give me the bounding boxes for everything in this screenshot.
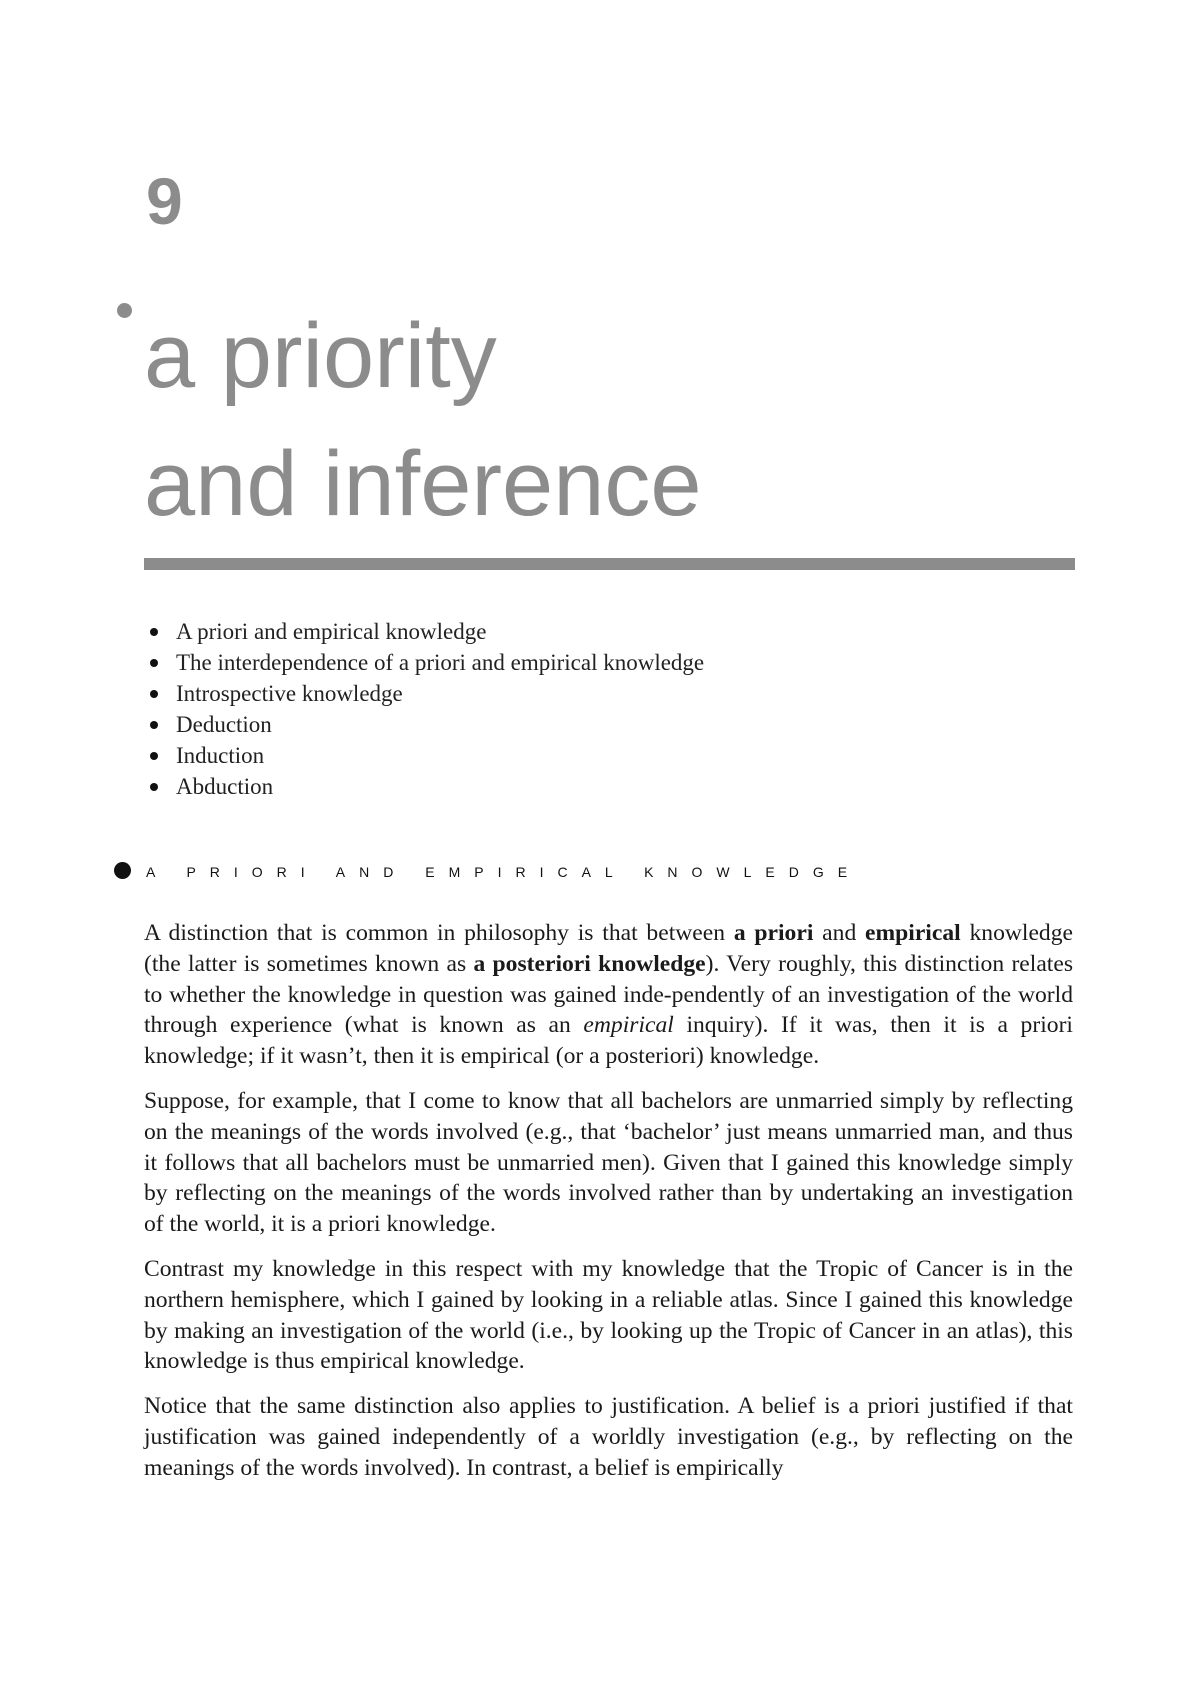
term-empirical: empirical [865, 920, 961, 946]
title-divider-rule [144, 558, 1075, 570]
topic-label: A priori and empirical knowledge [176, 619, 487, 644]
term-a-priori: a priori [733, 920, 814, 946]
bullet-icon [150, 690, 158, 698]
section-heading: A PRIORI AND EMPIRICAL KNOWLEDGE [146, 864, 862, 880]
paragraph-4: Notice that the same distinction also applies to justification. A belief is a priori justified if that justification was gained independently of a worldly investigation (e.g., by reflecting on the meanings of the words involved). In contrast, a belief is empirically [144, 1393, 1073, 1481]
bullet-icon [150, 721, 158, 729]
bullet-icon [150, 628, 158, 636]
topic-item [150, 709, 704, 740]
topic-item [150, 616, 704, 647]
chapter-title-line-2: and inference [144, 433, 702, 535]
chapter-number: 9 [146, 164, 183, 238]
topic-label: Abduction [176, 774, 274, 799]
chapter-topics-list [150, 616, 704, 802]
topic-label: The interdependence of a priori and empirical knowledge [176, 650, 705, 675]
title-bullet-dot [117, 303, 132, 318]
bullet-icon [150, 783, 158, 791]
bullet-icon [150, 659, 158, 667]
text-run: ). Very roughly, this distinction relates to whether the knowledge in question was gained inde-pendently of an investigation of the world through experience (what is known as an [144, 950, 1074, 1039]
chapter-title-line-1: a priority [144, 305, 497, 407]
text-run: A distinction that is common in philosophy is that between [144, 920, 734, 946]
paragraph-3: Contrast my knowledge in this respect with my knowledge that the Tropic of Cancer is in the northern hemisphere, which I gained by looking in a reliable atlas. Since I gained this knowledge by making an investigation of the world (i.e., by looking up the Tropic of Cancer in an atlas), this knowledge is thus empirical knowledge. [144, 1255, 1073, 1375]
body-text [144, 918, 1073, 1498]
paragraph-1 [144, 918, 1073, 1072]
topic-item [150, 771, 704, 802]
topic-item [150, 678, 704, 709]
term-a-posteriori-knowledge: a posteriori knowledge [473, 950, 706, 977]
emphasis-empirical: empirical [583, 1012, 674, 1039]
bullet-icon [150, 752, 158, 760]
text-run: and [813, 920, 866, 946]
text-run: inquiry). If it was, then it is a priori knowledge; if it wasn’t, then it is empirical (or a posteriori) knowledge. [144, 1012, 1073, 1070]
topic-item [150, 647, 704, 678]
topic-item [150, 740, 704, 771]
topic-label: Deduction [176, 712, 272, 737]
text-run: knowledge (the latter is sometimes known as [144, 920, 1073, 977]
topic-label: Introspective knowledge [176, 681, 403, 706]
paragraph-2: Suppose, for example, that I come to know that all bachelors are unmarried simply by reflecting on the meanings of the words involved (e.g., that ‘bachelor’ just means unmarried man, and thus it follows that all bachelors must be unmarried men). Given that I gained this knowledge simply by reflecting on the meanings of the words involved rather than by undertaking an investigation of the world, it is a priori knowledge. [144, 1087, 1073, 1238]
chapter-title [144, 292, 702, 548]
section-bullet-dot [114, 862, 131, 879]
topic-label: Induction [176, 743, 265, 768]
